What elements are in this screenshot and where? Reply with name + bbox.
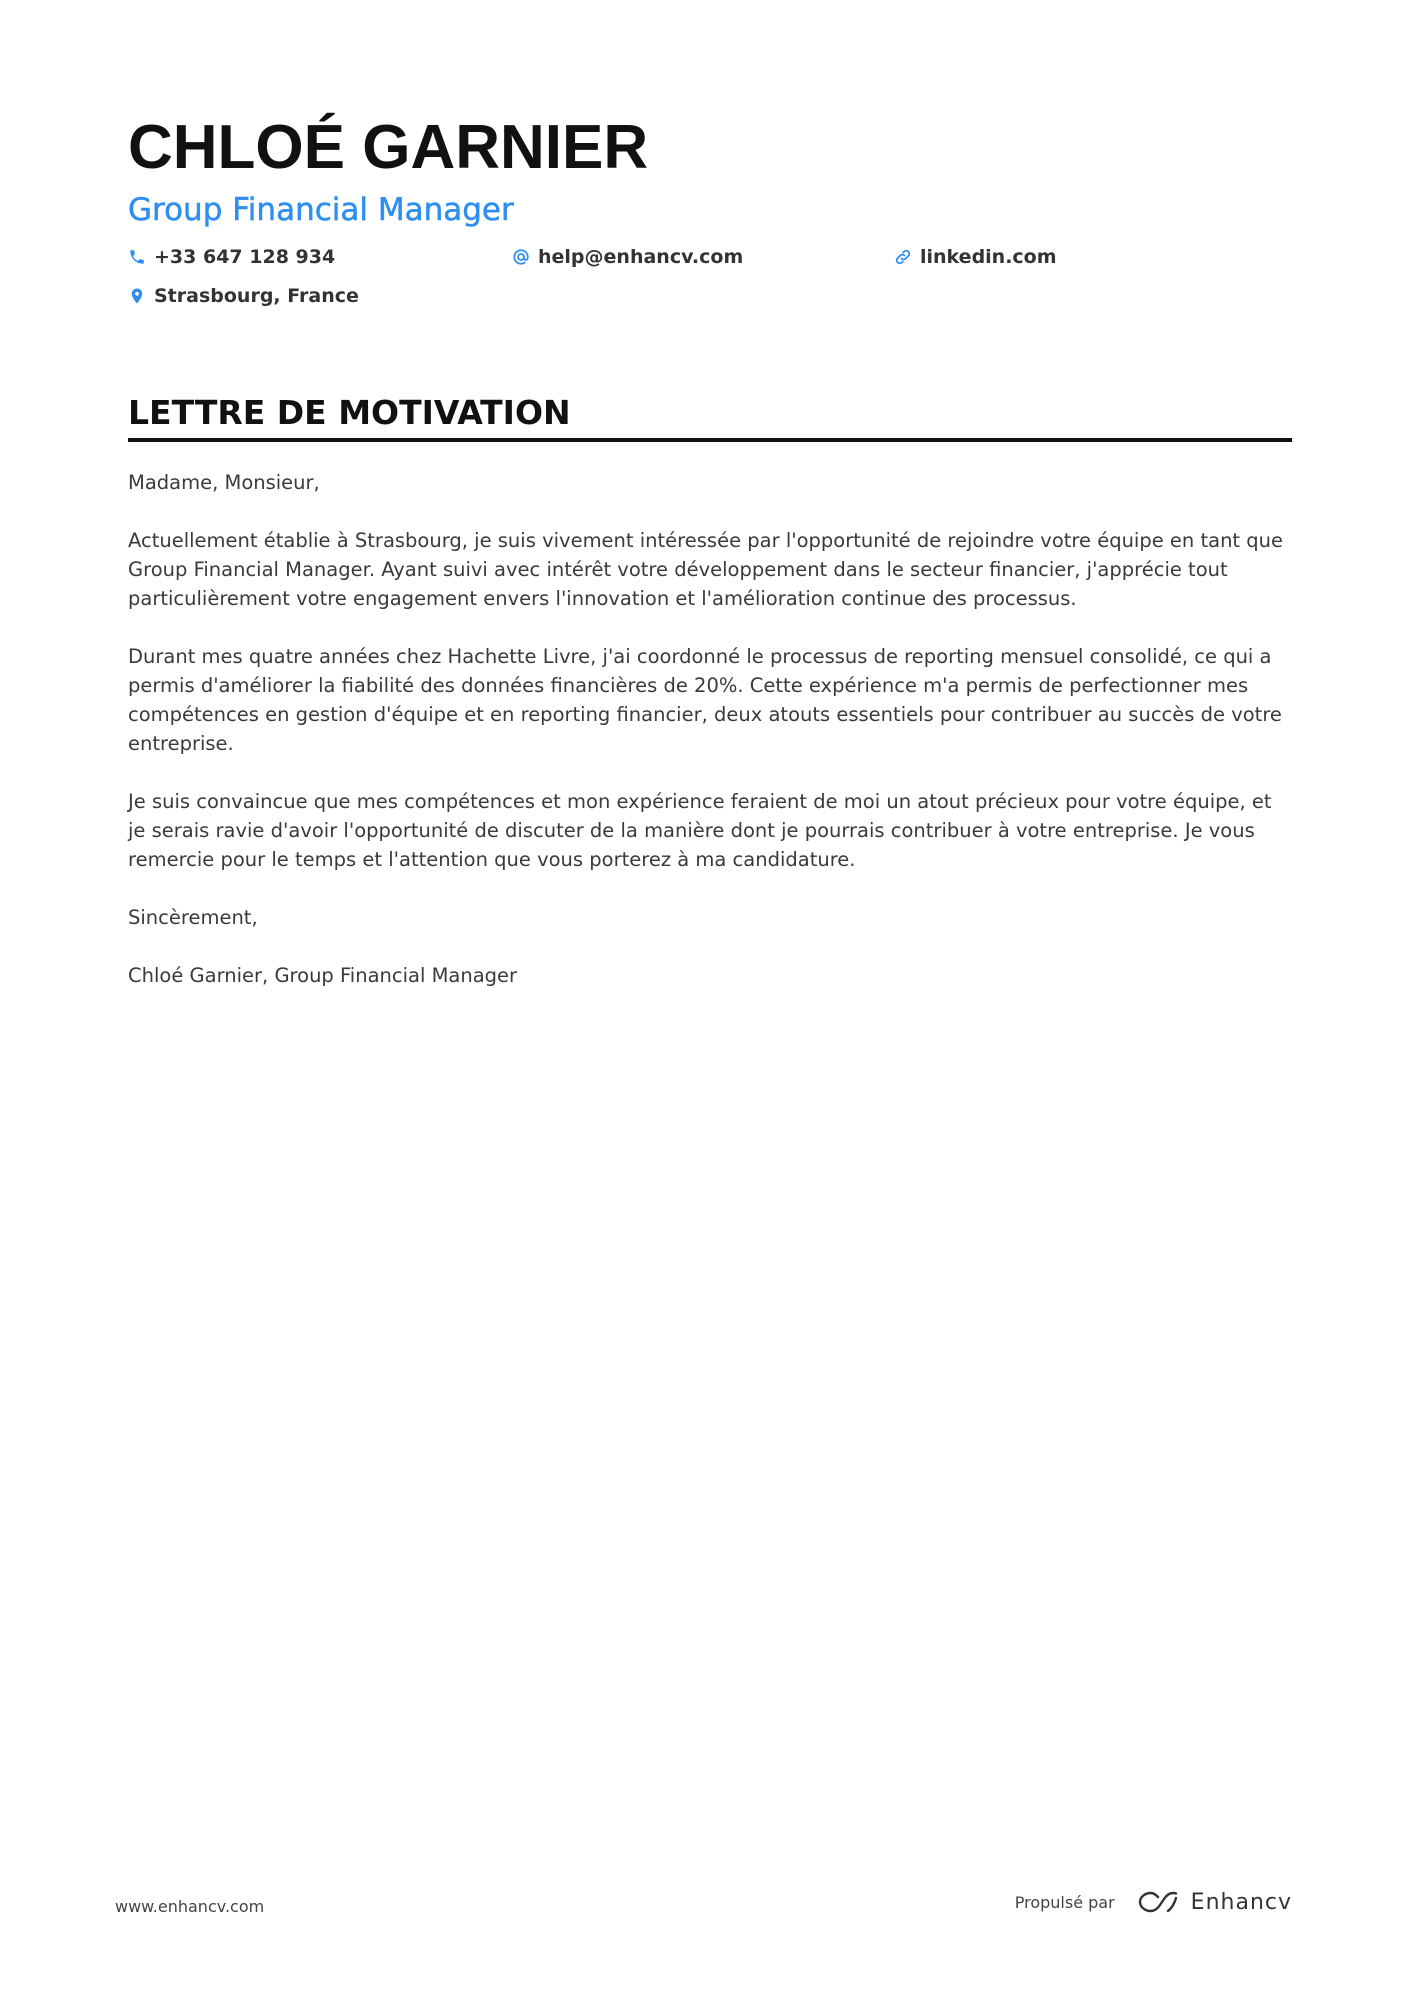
email-text: help@enhancv.com xyxy=(538,246,744,268)
location-pin-icon xyxy=(128,287,146,305)
section-divider xyxy=(128,438,1292,442)
location-text: Strasbourg, France xyxy=(154,285,359,307)
candidate-name: CHLOÉ GARNIER xyxy=(128,113,649,182)
job-title: Group Financial Manager xyxy=(128,192,514,228)
footer-branding xyxy=(1015,1882,1292,1922)
linkedin-text: linkedin.com xyxy=(920,246,1057,268)
letter-signature: Chloé Garnier, Group Financial Manager xyxy=(128,964,518,987)
contact-location xyxy=(128,281,359,311)
powered-by-text: Propulsé par xyxy=(1014,1892,1115,1912)
contact-email[interactable] xyxy=(512,242,743,272)
letter-section xyxy=(128,390,1292,1019)
link-icon xyxy=(894,248,912,266)
phone-icon xyxy=(128,248,146,266)
letter-body xyxy=(128,468,1292,990)
letter-paragraph-3: Je suis convaincue que mes compétences et mon expérience feraient de moi un atout précieux pour votre équipe, et je serais ravie d'avoir l'opportunité de discuter de la manière dont je pourrais contribuer à votre entreprise. Je vous remercie pour le temps et l'attention que vous porterez à ma candidature. xyxy=(128,790,1272,871)
contact-info xyxy=(128,242,1292,322)
brand-name: Enhancv xyxy=(1190,1889,1292,1915)
section-title: LETTRE DE MOTIVATION xyxy=(128,393,571,432)
letter-greeting: Madame, Monsieur, xyxy=(128,471,320,494)
letter-paragraph-2: Durant mes quatre années chez Hachette Livre, j'ai coordonné le processus de reporting mensuel consolidé, ce qui a permis d'améliorer la fiabilité des données financières de 20%. Cette expérience m'a permis de perfectionner mes compétences en gestion d'équipe et en reporting financier, deux atouts essentiels pour contribuer au succès de votre entreprise. xyxy=(128,645,1282,755)
phone-text: +33 647 128 934 xyxy=(154,246,336,268)
contact-linkedin[interactable] xyxy=(894,242,1057,272)
footer-website[interactable]: www.enhancv.com xyxy=(115,1897,265,1916)
letter-closing: Sincèrement, xyxy=(128,906,258,929)
contact-phone xyxy=(128,242,335,272)
enhancv-logo-icon xyxy=(1137,1889,1179,1915)
letter-paragraph-1: Actuellement établie à Strasbourg, je suis vivement intéressée par l'opportunité de rejoindre votre équipe en tant que Group Financial Manager. Ayant suivi avec intérêt votre développement dans le secteur financier, j'apprécie tout particulièrement votre engagement envers l'innovation et l'amélioration continue des processus. xyxy=(128,529,1284,610)
at-icon xyxy=(512,248,530,266)
header xyxy=(128,108,1292,322)
